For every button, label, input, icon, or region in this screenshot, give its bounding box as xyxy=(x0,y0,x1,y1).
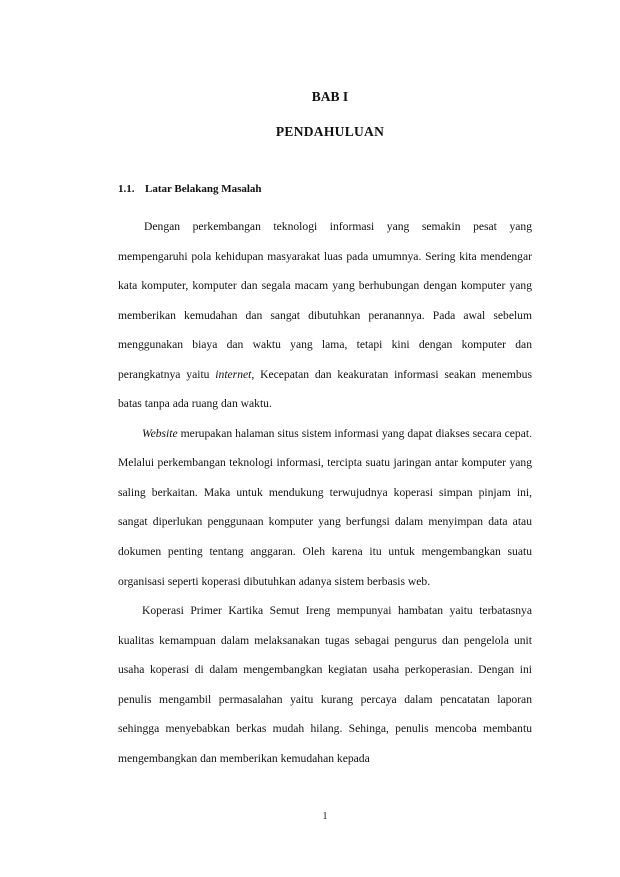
paragraph-1-italic: internet, xyxy=(215,367,255,381)
body-text xyxy=(118,212,532,773)
paragraph-3-text: Koperasi Primer Kartika Semut Ireng mempunyai hambatan yaitu terbatasnya kualitas kemampuan dalam melaksanakan tugas sebagai pengurus dan pengelola unit usaha koperasi di dalam mengembangkan kegiatan usaha perkoperasian. Dengan ini penulis mengambil permasalahan yaitu kurang percaya dalam pencatatan laporan sehingga menyebabkan berkas mudah hilang. Sehinga, penulis mencoba membantu mengembangkan dan memberikan kemudahan kepada xyxy=(118,604,532,765)
paragraph-1-text: Dengan perkembangan teknologi informasi yang semakin pesat yang mempengaruhi pola kehidupan masyarakat luas pada umumnya. Sering kita mendengar kata komputer, komputer dan segala macam yang berhubungan dengan komputer yang memberikan kemudahan dan sangat dibutuhkan peranannya. Pada awal sebelum menggunakan biaya dan waktu yang lama, tetapi kini dengan komputer dan perangkatnya yaitu xyxy=(118,220,532,381)
paragraph-2 xyxy=(118,419,532,596)
section-heading xyxy=(118,183,262,195)
section-number: 1.1. xyxy=(118,183,135,195)
paragraph-1-text-end: Kecepatan dan keakuratan informasi seakan menembus batas tanpa ada ruang dan waktu. xyxy=(118,367,532,411)
paragraph-1 xyxy=(118,212,532,419)
chapter-title: PENDAHULUAN xyxy=(275,124,385,139)
paragraph-2-text-end: merupakan halaman situs sistem informasi yang dapat diakses secara cepat. Melalui perkembangan teknologi informasi, tercipta suatu jaringan antar komputer yang saling berkaitan. Maka untuk mendukung terwujudnya koperasi simpan pinjam ini, sangat diperlukan penggunaan komputer yang berfungsi dalam menyimpan data atau dokumen penting tentang anggaran. Oleh karena itu untuk mengembangkan suatu organisasi seperti koperasi dibutuhkan adanya sistem berbasis web. xyxy=(118,426,532,588)
paragraph-3 xyxy=(118,596,532,773)
section-title: Latar Belakang Masalah xyxy=(145,183,262,195)
paragraph-2-italic: Website xyxy=(142,426,178,440)
chapter-heading: BAB I xyxy=(311,89,349,104)
page-number: 1 xyxy=(322,811,328,822)
